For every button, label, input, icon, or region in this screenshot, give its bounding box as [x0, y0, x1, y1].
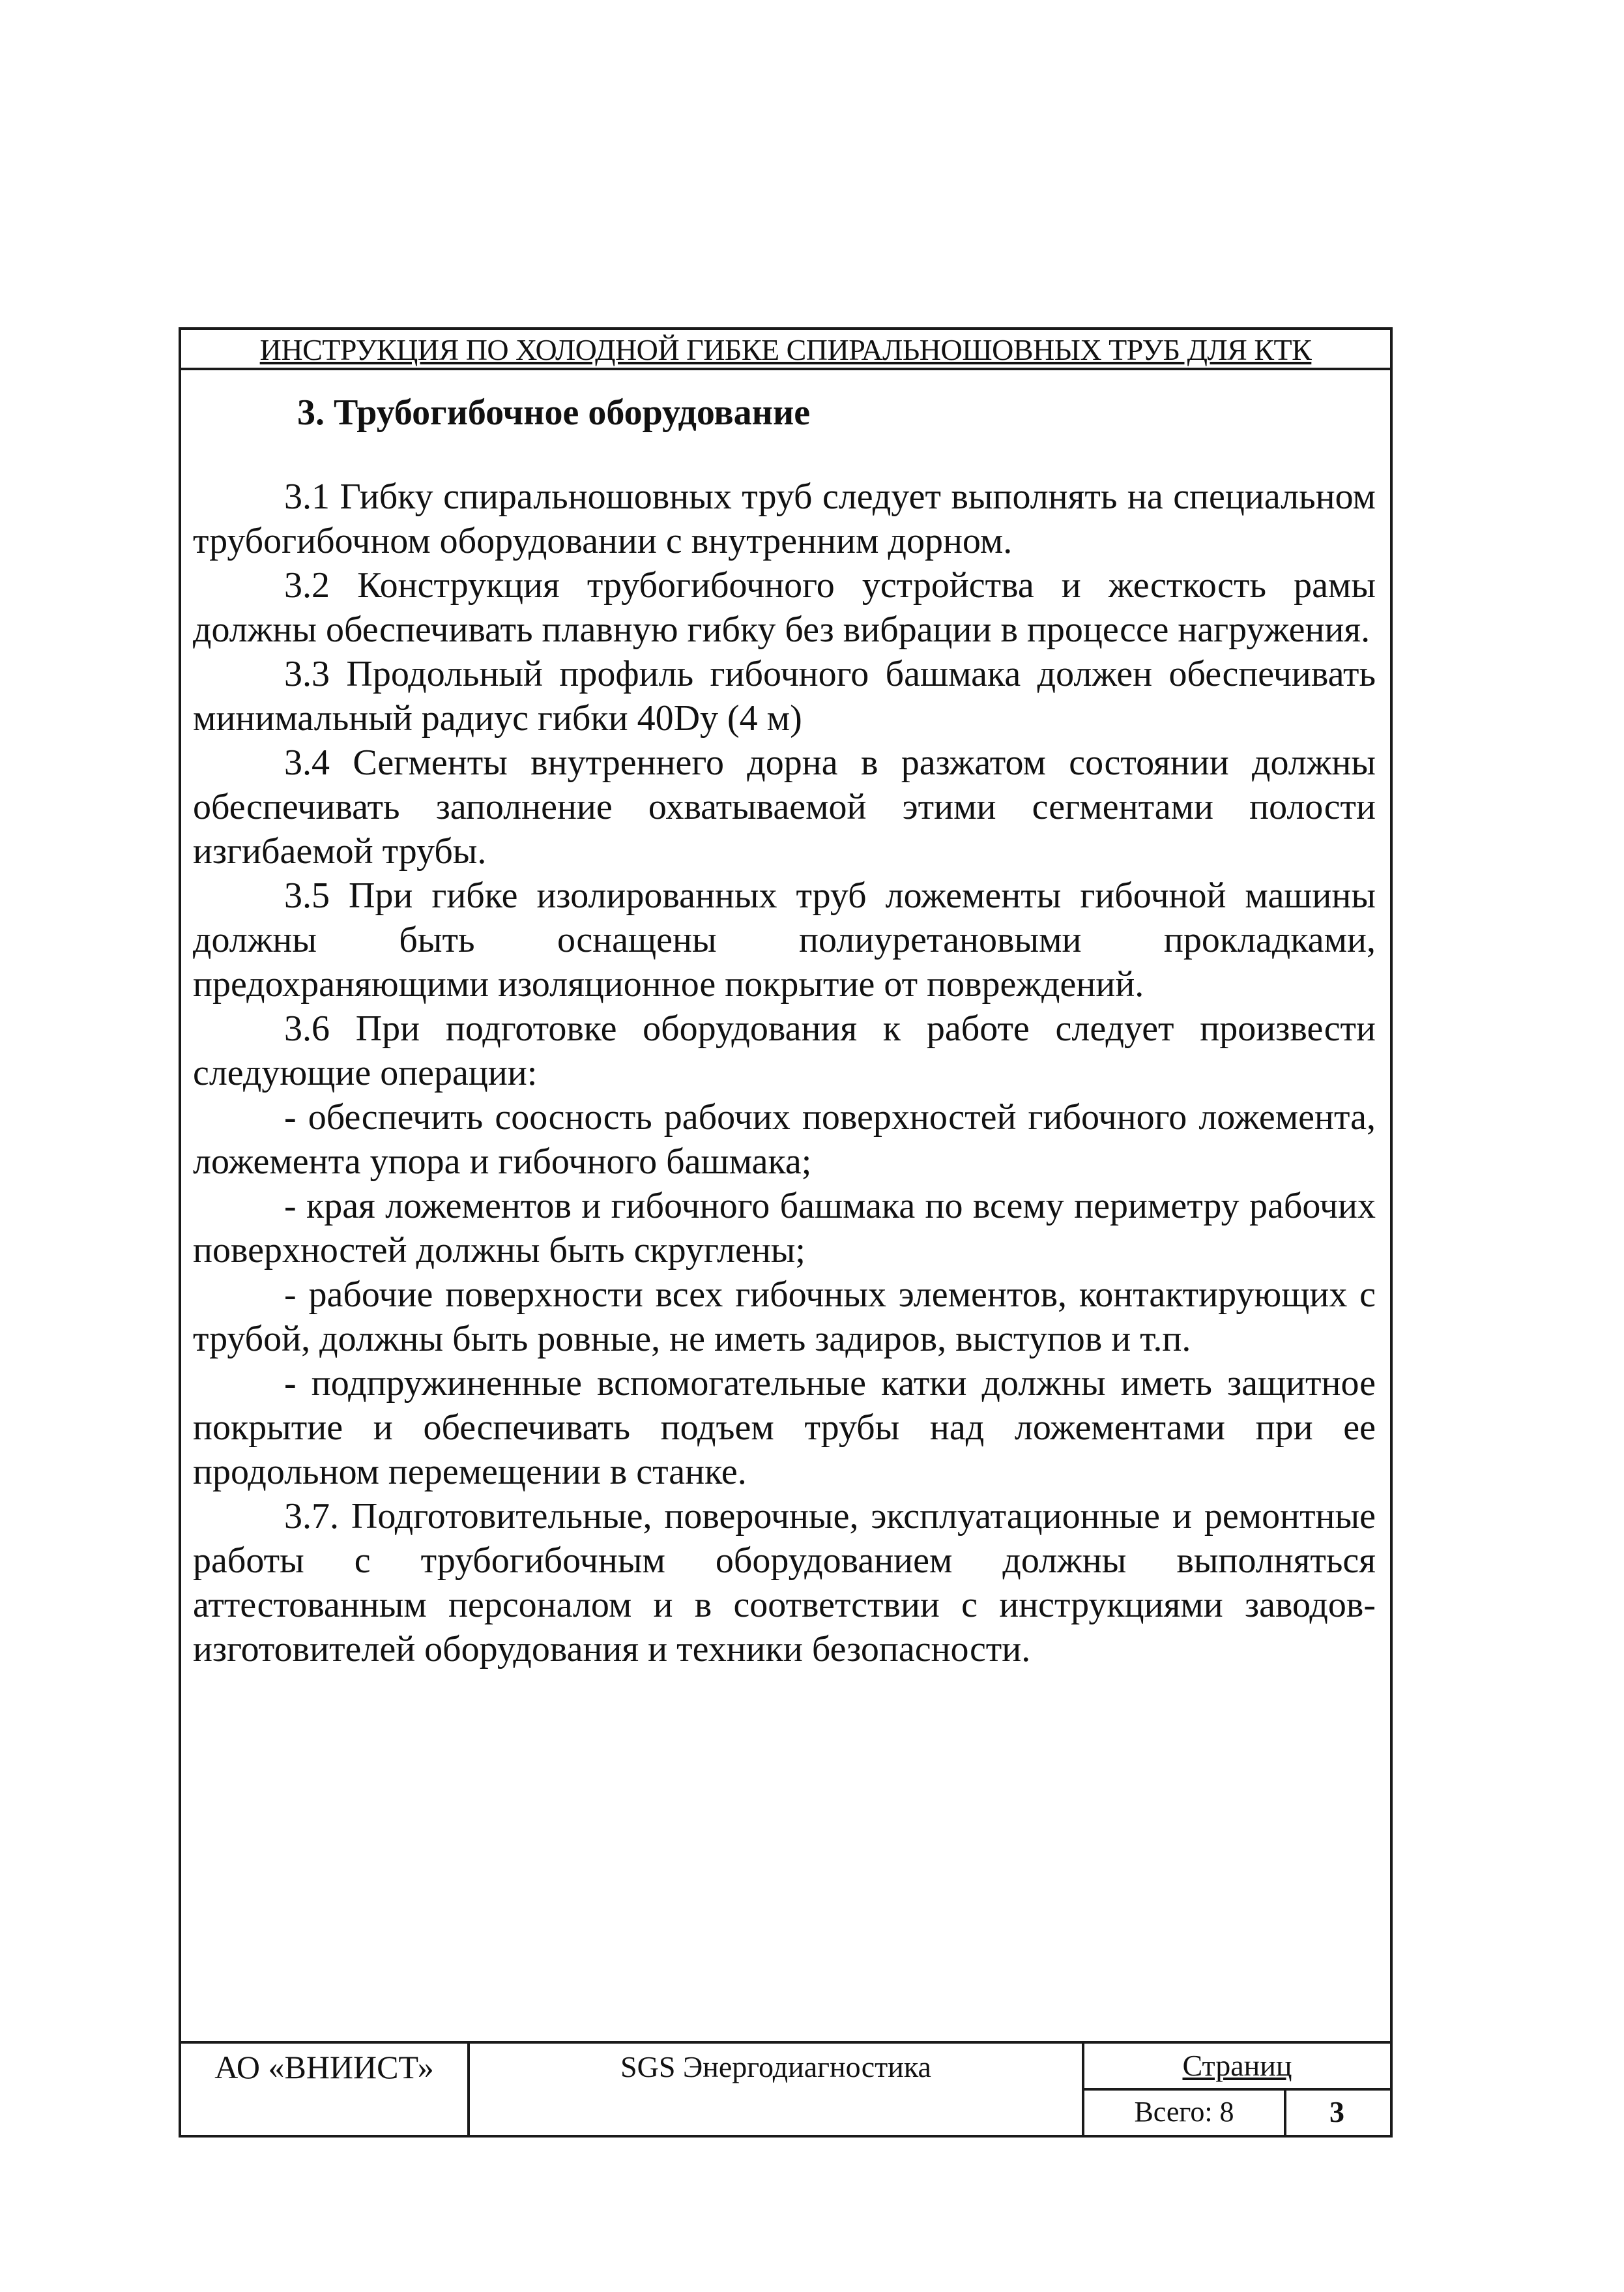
section-title: 3. Трубогибочное оборудование [297, 392, 811, 433]
list-item-alignment: - обеспечить соосность рабочих поверхностей гибочного ложемента, ложемента упора и гибочного башмака; [193, 1097, 1376, 1182]
document-frame [179, 327, 1393, 2138]
paragraph-3-7: 3.7. Подготовительные, поверочные, эксплуатационные и ремонтные работы с трубогибочным оборудованием должны выполняться аттестованным персоналом и в соответствии с инструкциями заводов-изготовителей оборудования и техники безопасности. [193, 1496, 1376, 1669]
document-body [193, 381, 1376, 1671]
paragraph-3-5: 3.5 При гибке изолированных труб ложементы гибочной машины должны быть оснащены полиуретановыми прокладками, предохраняющими изоляционное покрытие от повреждений. [193, 875, 1376, 1005]
footer-organization: АО «ВНИИСТ» [181, 2044, 470, 2135]
current-page-number: 3 [1329, 2095, 1344, 2128]
pages-total: Всего: 8 [1084, 2091, 1286, 2135]
paragraph-3-6: 3.6 При подготовке оборудования к работе следует произвести следующие операции: [193, 1008, 1376, 1093]
paragraph-3-2: 3.2 Конструкция трубогибочного устройства и жесткость рамы должны обеспечивать плавную гибку без вибрации в процессе нагружения. [193, 565, 1376, 650]
list-item-rollers: - подпружиненные вспомогательные катки должны иметь защитное покрытие и обеспечивать подъем трубы над ложементами при ее продольном перемещении в станке. [193, 1363, 1376, 1492]
footer-pages-block [1084, 2044, 1390, 2135]
list-item-surfaces: - рабочие поверхности всех гибочных элементов, контактирующих с трубой, должны быть ровные, не иметь задиров, выступов и т.п. [193, 1274, 1376, 1359]
paragraph-3-1: 3.1 Гибку спиральношовных труб следует выполнять на специальном трубогибочном оборудовании с внутренним дорном. [193, 477, 1376, 561]
paragraph-3-3: 3.3 Продольный профиль гибочного башмака должен обеспечивать минимальный радиус гибки 40Dy (4 м) [193, 654, 1376, 739]
footer-company: SGS Энергодиагностика [470, 2044, 1084, 2135]
list-item-edges: - края ложементов и гибочного башмака по всему периметру рабочих поверхностей должны быть скруглены; [193, 1186, 1376, 1271]
document-header: ИНСТРУКЦИЯ ПО ХОЛОДНОЙ ГИБКЕ СПИРАЛЬНОШОВНЫХ ТРУБ ДЛЯ КТК [181, 330, 1390, 370]
document-footer [181, 2041, 1390, 2135]
pages-label: Страниц [1084, 2044, 1390, 2091]
paragraph-3-4: 3.4 Сегменты внутреннего дорна в разжатом состоянии должны обеспечивать заполнение охватываемой этими сегментами полости изгибаемой трубы. [193, 742, 1376, 872]
